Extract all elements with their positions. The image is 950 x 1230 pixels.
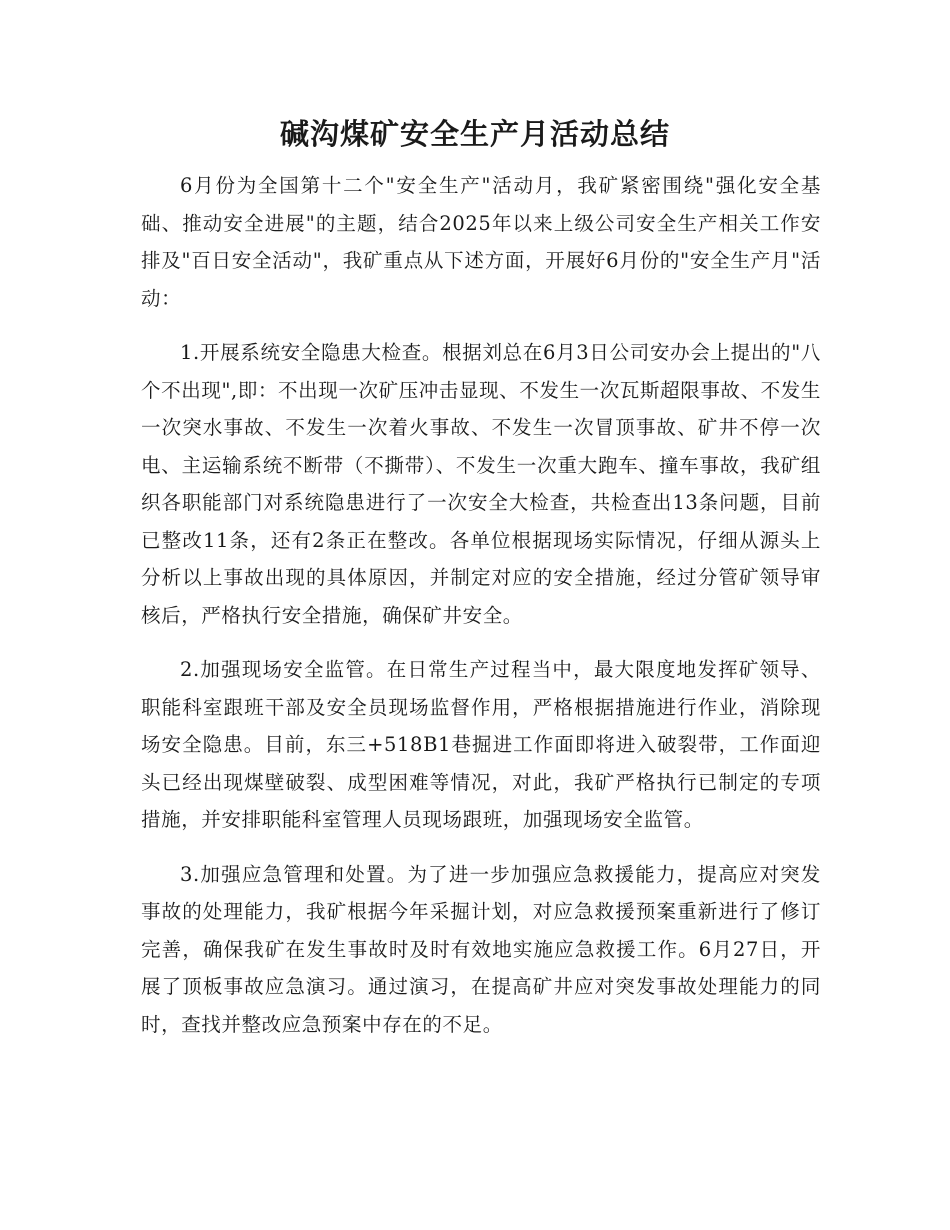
paragraph-intro: 6月份为全国第十二个"安全生产"活动月，我矿紧密围绕"强化安全基础、推动安全进展"的主题，结合2025年以来上级公司安全生产相关工作安排及"百日安全活动"，我矿重点从下述方面，开展好6月份的"安全生产月"活动： — [141, 174, 821, 310]
document-title: 碱沟煤矿安全生产月活动总结 — [279, 117, 670, 151]
paragraph-emergency-management: 3.加强应急管理和处置。为了进一步加强应急救援能力，提高应对突发事故的处理能力，我矿根据今年采掘计划，对应急救援预案重新进行了修订完善，确保我矿在发生事故时及时有效地实施应急救援工作。6月27日，开展了顶板事故应急演习。通过演习，在提高矿井应对突发事故处理能力的同时，查找并整改应急预案中存在的不足。 — [141, 862, 821, 1036]
paragraph-hazard-inspection: 1.开展系统安全隐患大检查。根据刘总在6月3日公司安办会上提出的"八个不出现",即：不出现一次矿压冲击显现、不发生一次瓦斯超限事故、不发生一次突水事故、不发生一次着火事故、不发生一次冒顶事故、矿井不停一次电、主运输系统不断带（不撕带）、不发生一次重大跑车、撞车事故，我矿组织各职能部门对系统隐患进行了一次安全大检查，共检查出13条问题，目前已整改11条，还有2条正在整改。各单位根据现场实际情况，仔细从源头上分析以上事故出现的具体原因，并制定对应的安全措施，经过分管矿领导审核后，严格执行安全措施，确保矿井安全。 — [141, 341, 821, 627]
document-body — [141, 167, 821, 1060]
paragraph-site-supervision: 2.加强现场安全监管。在日常生产过程当中，最大限度地发挥矿领导、职能科室跟班干部及安全员现场监督作用，严格根据措施进行作业，消除现场安全隐患。目前，东三+518B1巷掘进工作面即将进入破裂带，工作面迎头已经出现煤壁破裂、成型困难等情况，对此，我矿严格执行已制定的专项措施，并安排职能科室管理人员现场跟班，加强现场安全监管。 — [141, 658, 821, 831]
